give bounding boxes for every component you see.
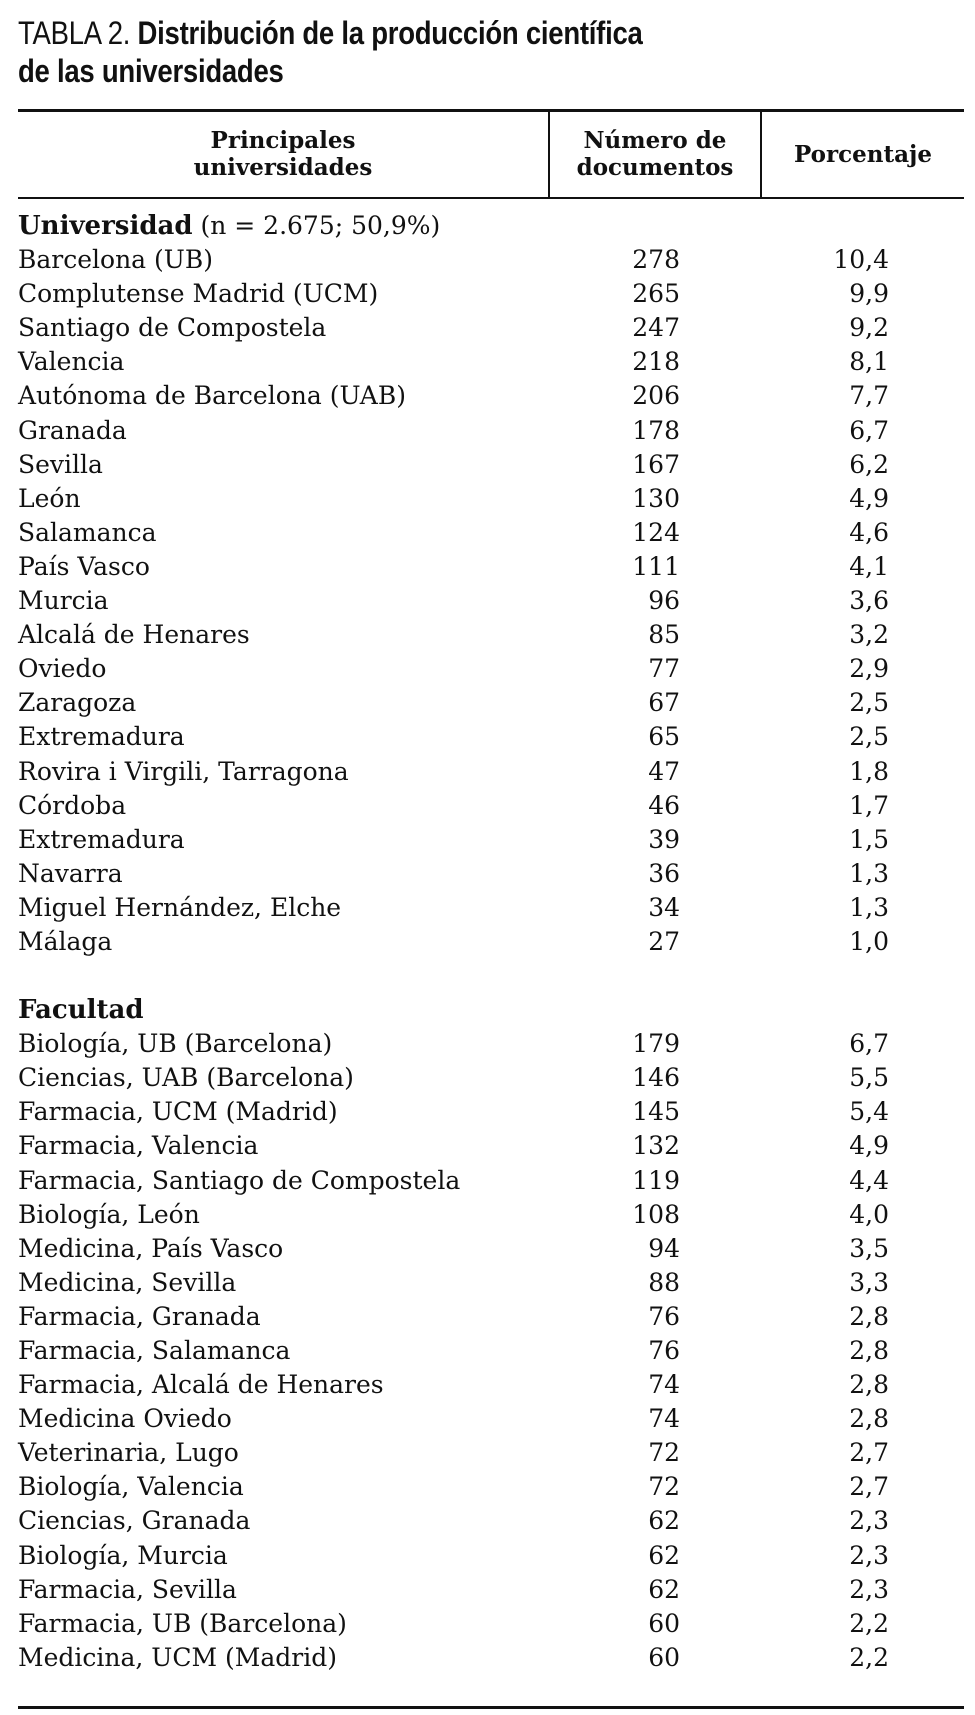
row-name: Granada [18, 415, 127, 445]
row-percent: 5,5 [849, 1063, 889, 1093]
table-row [0, 1504, 975, 1538]
row-documents: 72 [648, 1438, 680, 1468]
row-documents: 39 [648, 824, 680, 854]
row-percent: 2,5 [849, 722, 889, 752]
row-name: Farmacia, Santiago de Compostela [18, 1165, 461, 1195]
table-row [0, 1402, 975, 1436]
section-title-text: Facultad [18, 995, 144, 1026]
row-documents: 77 [648, 654, 680, 684]
row-name: Biología, Valencia [18, 1472, 244, 1502]
row-name: Miguel Hernández, Elche [18, 892, 342, 922]
table-row [0, 1266, 975, 1300]
row-percent: 4,0 [849, 1199, 889, 1229]
row-name: Valencia [18, 347, 125, 377]
row-name: Oviedo [18, 654, 107, 684]
table-row [0, 345, 975, 379]
row-name: Medicina Oviedo [18, 1404, 232, 1434]
row-percent: 2,2 [849, 1608, 889, 1638]
row-name: Farmacia, Salamanca [18, 1336, 291, 1365]
row-percent: 3,3 [849, 1267, 889, 1297]
row-documents: 218 [632, 347, 680, 377]
table-row [0, 720, 975, 754]
table-caption [18, 14, 826, 90]
row-documents: 278 [632, 245, 680, 275]
row-name: Ciencias, UAB (Barcelona) [18, 1063, 354, 1093]
bottom-rule [18, 1706, 964, 1709]
row-documents: 34 [648, 892, 680, 922]
row-name: Biología, León [18, 1199, 200, 1229]
row-name: Alcalá de Henares [18, 620, 250, 650]
row-percent: 1,8 [849, 756, 889, 786]
row-percent: 2,3 [849, 1540, 889, 1570]
section-title-text: Universidad [18, 211, 193, 241]
row-name: Medicina, País Vasco [18, 1233, 284, 1263]
table-row [0, 925, 975, 959]
row-name: Navarra [18, 858, 123, 888]
table-row [0, 686, 975, 720]
row-percent: 5,4 [849, 1097, 889, 1127]
row-name: Veterinaria, Lugo [18, 1438, 239, 1468]
table-row [0, 618, 975, 652]
row-name: País Vasco [18, 551, 150, 581]
row-name: Farmacia, Valencia [18, 1131, 259, 1161]
table-row [0, 1232, 975, 1266]
row-percent: 2,5 [849, 688, 889, 718]
row-documents: 111 [632, 551, 680, 581]
row-percent: 1,3 [849, 892, 889, 922]
table-row [0, 1368, 975, 1402]
table-row [0, 1129, 975, 1163]
row-name: Córdoba [18, 790, 127, 820]
row-documents: 46 [648, 790, 680, 820]
table-row [0, 1573, 975, 1607]
section-gap [0, 959, 975, 993]
table-row [0, 482, 975, 516]
table-row [0, 1061, 975, 1095]
row-percent: 2,8 [849, 1404, 889, 1434]
table-row [0, 277, 975, 311]
header-col2-line1: Número de [583, 127, 727, 154]
table-row [0, 1334, 975, 1368]
section-title [18, 209, 440, 243]
row-percent: 4,9 [849, 1131, 889, 1161]
table-row [0, 755, 975, 789]
row-documents: 85 [648, 620, 680, 650]
row-documents: 62 [648, 1506, 680, 1536]
row-documents: 60 [648, 1642, 680, 1672]
section-note: (n = 2.675; 50,9%) [192, 211, 441, 240]
table-row [0, 1095, 975, 1129]
row-name: Málaga [18, 926, 113, 956]
row-documents: 27 [648, 926, 680, 956]
row-documents: 62 [648, 1574, 680, 1604]
row-percent: 10,4 [833, 245, 889, 275]
table-row [0, 1539, 975, 1573]
row-name: Farmacia, UB (Barcelona) [18, 1608, 347, 1638]
row-percent: 7,7 [849, 381, 889, 411]
section-header [0, 993, 975, 1027]
row-percent: 3,2 [849, 620, 889, 650]
table-row [0, 823, 975, 857]
row-percent: 1,0 [849, 926, 889, 956]
row-name: Farmacia, Sevilla [18, 1574, 237, 1604]
row-percent: 2,3 [849, 1574, 889, 1604]
row-percent: 9,2 [849, 313, 889, 343]
row-name: León [18, 483, 81, 513]
row-percent: 2,3 [849, 1506, 889, 1536]
row-name: Complutense Madrid (UCM) [18, 279, 379, 309]
row-name: Extremadura [18, 722, 185, 752]
table-row [0, 1470, 975, 1504]
row-documents: 74 [648, 1404, 680, 1434]
row-documents: 67 [648, 688, 680, 718]
row-documents: 76 [648, 1336, 680, 1365]
header-col1-line2: universidades [193, 154, 373, 181]
row-name: Medicina, UCM (Madrid) [18, 1642, 337, 1672]
row-name: Sevilla [18, 449, 103, 479]
row-name: Biología, Murcia [18, 1540, 228, 1570]
row-name: Murcia [18, 586, 109, 616]
row-documents: 145 [632, 1097, 680, 1127]
header-rule [18, 197, 964, 199]
table-title-line1: Distribución de la producción científica [137, 15, 643, 51]
row-percent: 2,7 [849, 1472, 889, 1502]
table-label: TABLA 2. [18, 15, 131, 51]
row-percent: 4,9 [849, 483, 889, 513]
row-name: Salamanca [18, 517, 157, 547]
header-col3: Porcentaje [794, 140, 932, 168]
table-row [0, 1607, 975, 1641]
row-documents: 206 [632, 381, 680, 411]
row-documents: 130 [632, 483, 680, 513]
table-row [0, 857, 975, 891]
row-percent: 4,6 [849, 517, 889, 547]
table-row [0, 379, 975, 413]
row-documents: 47 [648, 756, 680, 786]
row-name: Extremadura [18, 824, 185, 854]
section-header [0, 209, 975, 243]
row-percent: 3,6 [849, 586, 889, 616]
table-row [0, 1164, 975, 1198]
row-name: Biología, UB (Barcelona) [18, 1029, 333, 1059]
row-documents: 108 [632, 1199, 680, 1229]
row-percent: 2,8 [849, 1336, 889, 1365]
row-documents: 119 [632, 1165, 680, 1195]
header-percentage [762, 111, 964, 197]
row-documents: 36 [648, 858, 680, 888]
row-percent: 2,9 [849, 654, 889, 684]
row-name: Santiago de Compostela [18, 313, 327, 343]
table-body [0, 209, 975, 1675]
row-documents: 132 [632, 1131, 680, 1161]
table-title-line2: de las universidades [18, 53, 284, 89]
table-row [0, 891, 975, 925]
row-documents: 76 [648, 1301, 680, 1331]
header-universities [18, 111, 548, 197]
table-row [0, 311, 975, 345]
table-row [0, 1641, 975, 1675]
table-row [0, 1300, 975, 1334]
row-documents: 60 [648, 1608, 680, 1638]
table-row [0, 652, 975, 686]
row-percent: 1,5 [849, 824, 889, 854]
table-row [0, 1436, 975, 1470]
row-documents: 167 [632, 449, 680, 479]
row-documents: 96 [648, 586, 680, 616]
row-documents: 94 [648, 1233, 680, 1263]
row-percent: 6,7 [849, 1029, 889, 1059]
header-col1-line1: Principales [210, 127, 356, 154]
row-percent: 4,1 [849, 551, 889, 581]
row-documents: 88 [648, 1267, 680, 1297]
row-name: Ciencias, Granada [18, 1506, 251, 1536]
row-name: Zaragoza [18, 688, 137, 718]
header-col2-line2: documentos [576, 154, 734, 181]
row-documents: 72 [648, 1472, 680, 1502]
row-percent: 2,7 [849, 1438, 889, 1468]
header-documents [550, 111, 760, 197]
table-row [0, 243, 975, 277]
row-documents: 178 [632, 415, 680, 445]
row-name: Farmacia, UCM (Madrid) [18, 1097, 338, 1127]
table-row [0, 584, 975, 618]
table-row [0, 1027, 975, 1061]
row-percent: 2,8 [849, 1370, 889, 1400]
table-row [0, 448, 975, 482]
row-documents: 65 [648, 722, 680, 752]
section-title [18, 993, 144, 1027]
row-documents: 247 [632, 313, 680, 343]
table-row [0, 789, 975, 823]
row-percent: 9,9 [849, 279, 889, 309]
row-percent: 1,7 [849, 790, 889, 820]
row-name: Autónoma de Barcelona (UAB) [18, 381, 406, 411]
row-name: Farmacia, Granada [18, 1301, 261, 1331]
table-row [0, 414, 975, 448]
row-name: Barcelona (UB) [18, 245, 213, 275]
row-name: Farmacia, Alcalá de Henares [18, 1370, 384, 1400]
row-documents: 124 [632, 517, 680, 547]
row-percent: 8,1 [849, 347, 889, 377]
row-percent: 3,5 [849, 1233, 889, 1263]
row-documents: 146 [632, 1063, 680, 1093]
row-documents: 74 [648, 1370, 680, 1400]
table-row [0, 516, 975, 550]
row-percent: 1,3 [849, 858, 889, 888]
row-percent: 4,4 [849, 1165, 889, 1195]
table-row [0, 550, 975, 584]
table-row [0, 1198, 975, 1232]
row-percent: 2,8 [849, 1301, 889, 1331]
row-percent: 6,2 [849, 449, 889, 479]
row-documents: 265 [632, 279, 680, 309]
row-documents: 179 [632, 1029, 680, 1059]
row-percent: 2,2 [849, 1642, 889, 1672]
row-documents: 62 [648, 1540, 680, 1570]
row-percent: 6,7 [849, 415, 889, 445]
row-name: Rovira i Virgili, Tarragona [18, 756, 349, 786]
row-name: Medicina, Sevilla [18, 1267, 237, 1297]
